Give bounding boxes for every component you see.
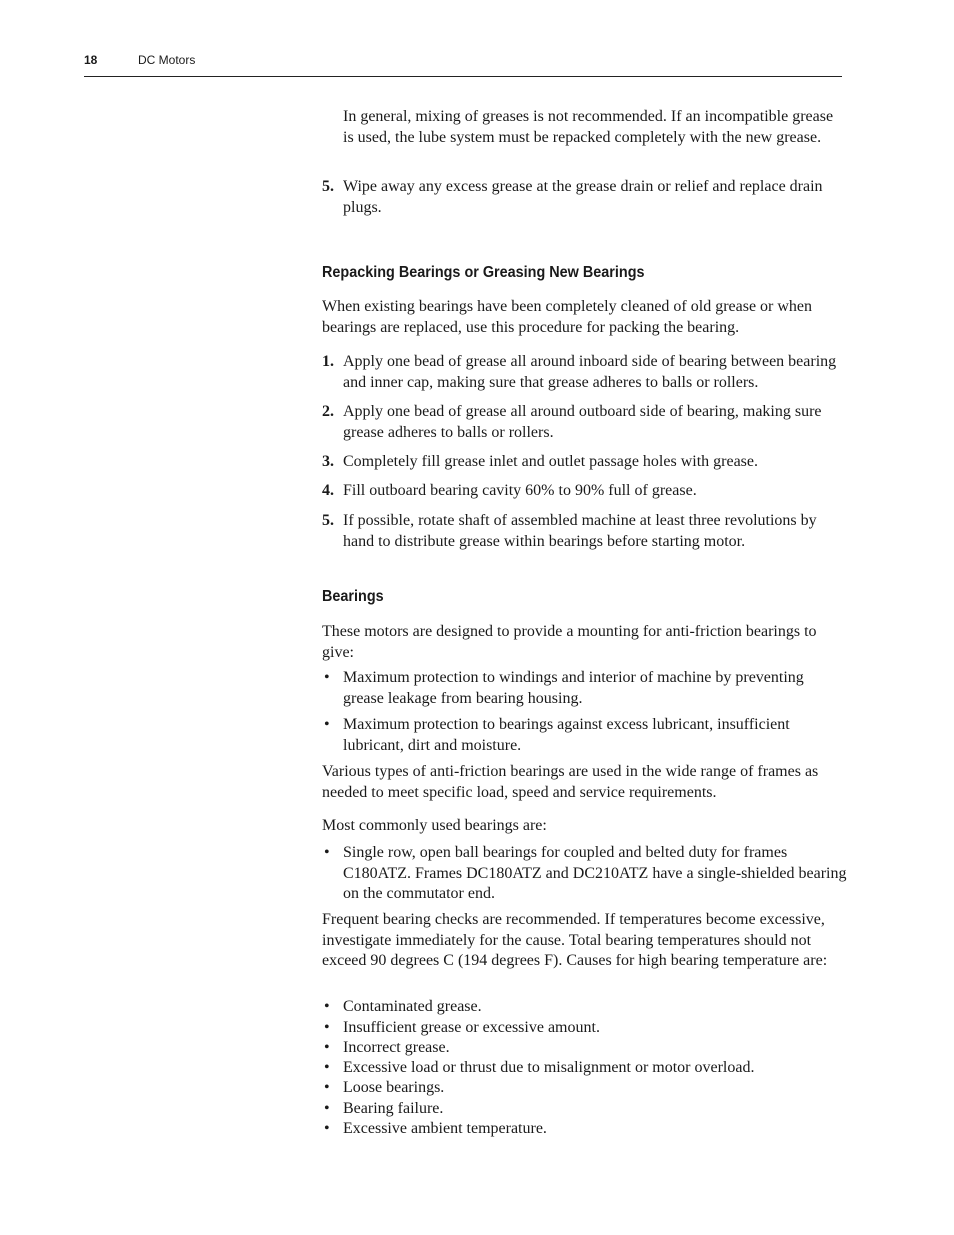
bullet-icon: • [324,1059,330,1076]
list-item [322,1078,847,1099]
list-item [322,452,847,473]
section-heading-bearings: Bearings [322,588,384,605]
list-item [322,715,847,756]
list-item-text: Maximum protection to bearings against excess lubricant, insufficient lubricant, dirt and moisture. [343,716,790,754]
list-item-text: Contaminated grease. [343,998,482,1015]
list-item-text: Insufficient grease or excessive amount. [343,1019,600,1036]
bullet-icon: • [324,1100,330,1117]
bullet-icon: • [324,1039,330,1056]
step-text: Apply one bead of grease all around outboard side of bearing, making sure grease adheres to balls or rollers. [343,403,822,441]
step-text: Fill outboard bearing cavity 60% to 90% full of grease. [343,482,697,499]
list-item [322,481,847,502]
list-item [322,1099,847,1120]
list-item-text: Incorrect grease. [343,1039,450,1056]
step-number: 2. [322,403,334,420]
bullet-icon: • [324,1019,330,1036]
list-item [322,997,847,1018]
list-item-text: Bearing failure. [343,1100,444,1117]
list-item [322,402,847,443]
step-number: 3. [322,453,334,470]
list-item-text: Excessive load or thrust due to misalignment or motor overload. [343,1059,755,1076]
bullet-icon: • [324,1120,330,1137]
list-item [322,843,847,905]
page-number: 18 [84,53,98,67]
list-item [322,1018,847,1039]
bullet-icon: • [324,669,330,686]
bullet-icon: • [324,844,330,861]
step-number: 5. [322,178,334,195]
list-item [322,1038,847,1059]
list-item-text: Excessive ambient temperature. [343,1120,547,1137]
common-bearings-label: Most commonly used bearings are: [322,817,547,834]
step-number: 1. [322,353,334,370]
running-title: DC Motors [138,53,196,67]
step-text: Wipe away any excess grease at the grease drain or relief and replace drain plugs. [343,178,823,216]
bullet-icon: • [324,716,330,733]
list-item-text: Maximum protection to windings and interior of machine by preventing grease leakage from bearing housing. [343,669,804,707]
step-number: 5. [322,512,334,529]
step-text: Apply one bead of grease all around inboard side of bearing between bearing and inner cap, making sure that grease adheres to balls or rollers. [343,353,837,391]
bearing-checks-paragraph: Frequent bearing checks are recommended. If temperatures become excessive, investigate immediately for the cause. Total bearing temperatures should not exceed 90 degrees C (194 degrees F). Causes for high bearing temperature are: [322,911,828,969]
list-item [322,177,847,218]
list-item-text: Single row, open ball bearings for coupled and belted duty for frames C180ATZ. Frames DC180ATZ and DC210ATZ have a single-shielded bearing on the commutator end. [343,844,847,902]
incompatible-grease-note: In general, mixing of greases is not recommended. If an incompatible grease is used, the lube system must be repacked completely with the new grease. [343,108,834,146]
list-item [322,1058,847,1079]
step-number: 4. [322,482,334,499]
list-item [322,668,847,709]
list-item-text: Loose bearings. [343,1079,445,1096]
step-text: If possible, rotate shaft of assembled machine at least three revolutions by hand to distribute grease within bearings before starting motor. [343,512,817,550]
bullet-icon: • [324,998,330,1015]
list-item [322,1119,847,1140]
bearing-types-paragraph: Various types of anti-friction bearings are used in the wide range of frames as needed to meet specific load, speed and service requirements. [322,763,819,801]
bullet-icon: • [324,1079,330,1096]
page-header [84,52,842,77]
step-text: Completely fill grease inlet and outlet passage holes with grease. [343,453,758,470]
bearings-intro: These motors are designed to provide a mounting for anti-friction bearings to give: [322,623,817,661]
list-item [322,511,847,552]
list-item [322,352,847,393]
repacking-intro: When existing bearings have been completely cleaned of old grease or when bearings are replaced, use this procedure for packing the bearing. [322,298,813,336]
section-heading-repacking: Repacking Bearings or Greasing New Bearings [322,264,645,281]
